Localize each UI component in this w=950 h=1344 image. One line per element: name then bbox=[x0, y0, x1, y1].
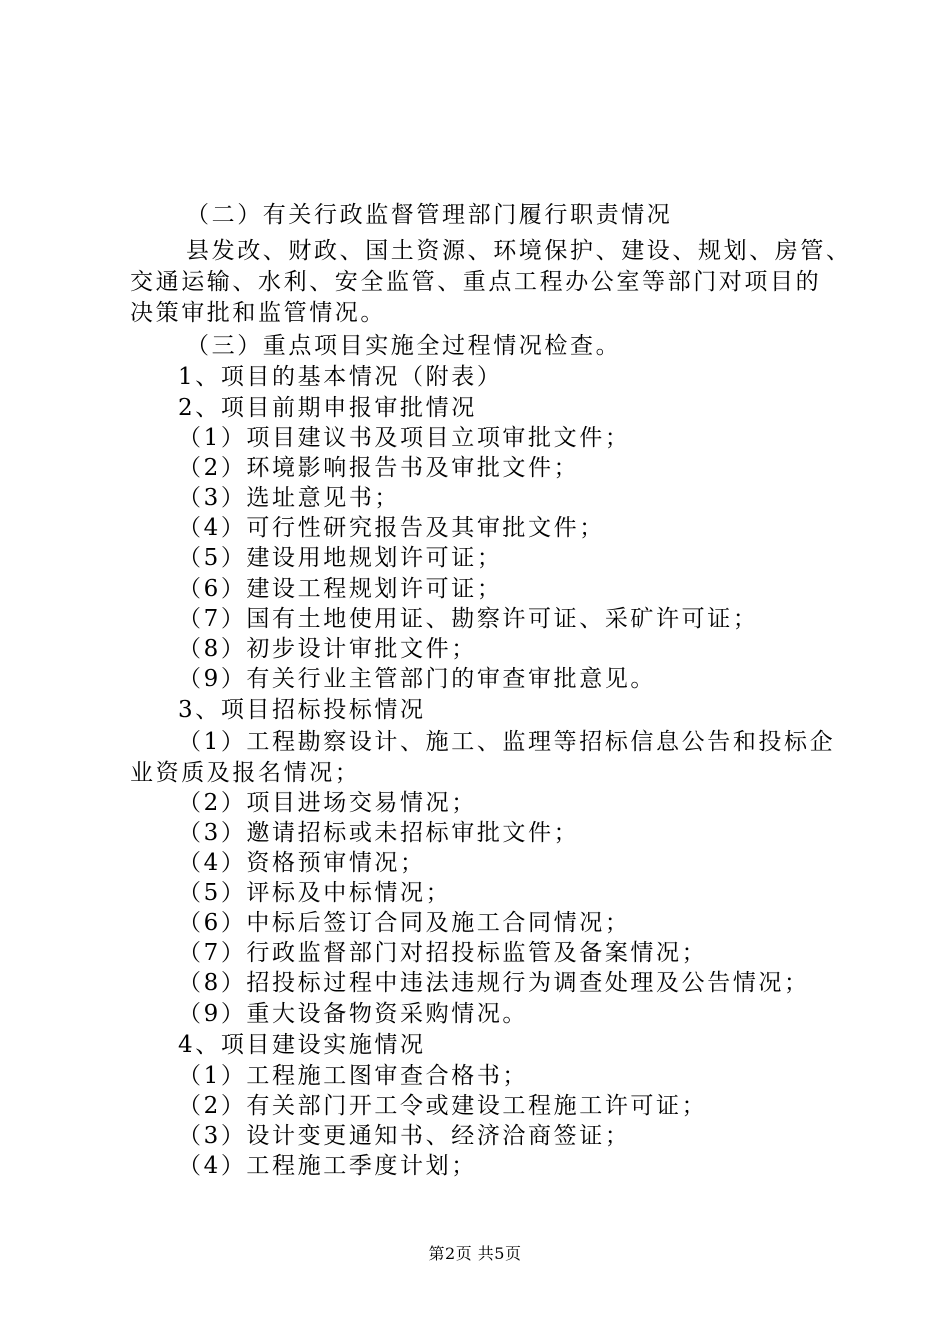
list-item: （4）工程施工季度计划； bbox=[178, 1153, 477, 1179]
section-heading-3: （三）重点项目实施全过程情况检查。 bbox=[186, 333, 622, 359]
page-footer: 第2页 共5页 bbox=[428, 1244, 522, 1263]
subsection-heading-4: 4、项目建设实施情况 bbox=[178, 1032, 426, 1058]
subsection-heading-1: 1、项目的基本情况（附表） bbox=[178, 364, 503, 390]
list-item: （3）选址意见书； bbox=[178, 485, 401, 511]
list-item: （1）项目建议书及项目立项审批文件； bbox=[178, 425, 631, 451]
list-item: （2）环境影响报告书及审批文件； bbox=[178, 455, 580, 481]
list-item: （2）项目进场交易情况； bbox=[178, 790, 477, 816]
list-item: （4）资格预审情况； bbox=[178, 850, 426, 876]
list-item: （6）建设工程规划许可证； bbox=[178, 576, 503, 602]
list-item: （8）招投标过程中违法违规行为调查处理及公告情况； bbox=[178, 970, 810, 996]
list-item-continuation: 业资质及报名情况； bbox=[130, 760, 361, 786]
paragraph-line: 县发改、财政、国土资源、环境保护、建设、规划、房管、 bbox=[186, 238, 852, 264]
list-item: （5）评标及中标情况； bbox=[178, 880, 452, 906]
list-item: （9）有关行业主管部门的审查审批意见。 bbox=[178, 666, 657, 692]
list-item: （6）中标后签订合同及施工合同情况； bbox=[178, 910, 631, 936]
section-heading-2: （二）有关行政监督管理部门履行职责情况 bbox=[186, 202, 673, 228]
paragraph-line: 交通运输、水利、安全监管、重点工程办公室等部门对项目的 bbox=[130, 269, 822, 295]
list-item: （4）可行性研究报告及其审批文件； bbox=[178, 515, 605, 541]
paragraph-line: 决策审批和监管情况。 bbox=[130, 300, 386, 326]
list-item: （5）建设用地规划许可证； bbox=[178, 545, 503, 571]
list-item: （1）工程施工图审查合格书； bbox=[178, 1063, 529, 1089]
list-item: （9）重大设备物资采购情况。 bbox=[178, 1001, 529, 1027]
list-item: （3）邀请招标或未招标审批文件； bbox=[178, 820, 580, 846]
list-item: （2）有关部门开工令或建设工程施工许可证； bbox=[178, 1093, 708, 1119]
list-item: （7）行政监督部门对招投标监管及备案情况； bbox=[178, 940, 708, 966]
subsection-heading-3: 3、项目招标投标情况 bbox=[178, 697, 426, 723]
list-item: （1）工程勘察设计、施工、监理等招标信息公告和投标企 bbox=[178, 729, 836, 755]
list-item: （3）设计变更通知书、经济洽商签证； bbox=[178, 1123, 631, 1149]
list-item: （7）国有土地使用证、勘察许可证、采矿许可证； bbox=[178, 606, 759, 632]
list-item: （8）初步设计审批文件； bbox=[178, 636, 477, 662]
subsection-heading-2: 2、项目前期申报审批情况 bbox=[178, 395, 477, 421]
